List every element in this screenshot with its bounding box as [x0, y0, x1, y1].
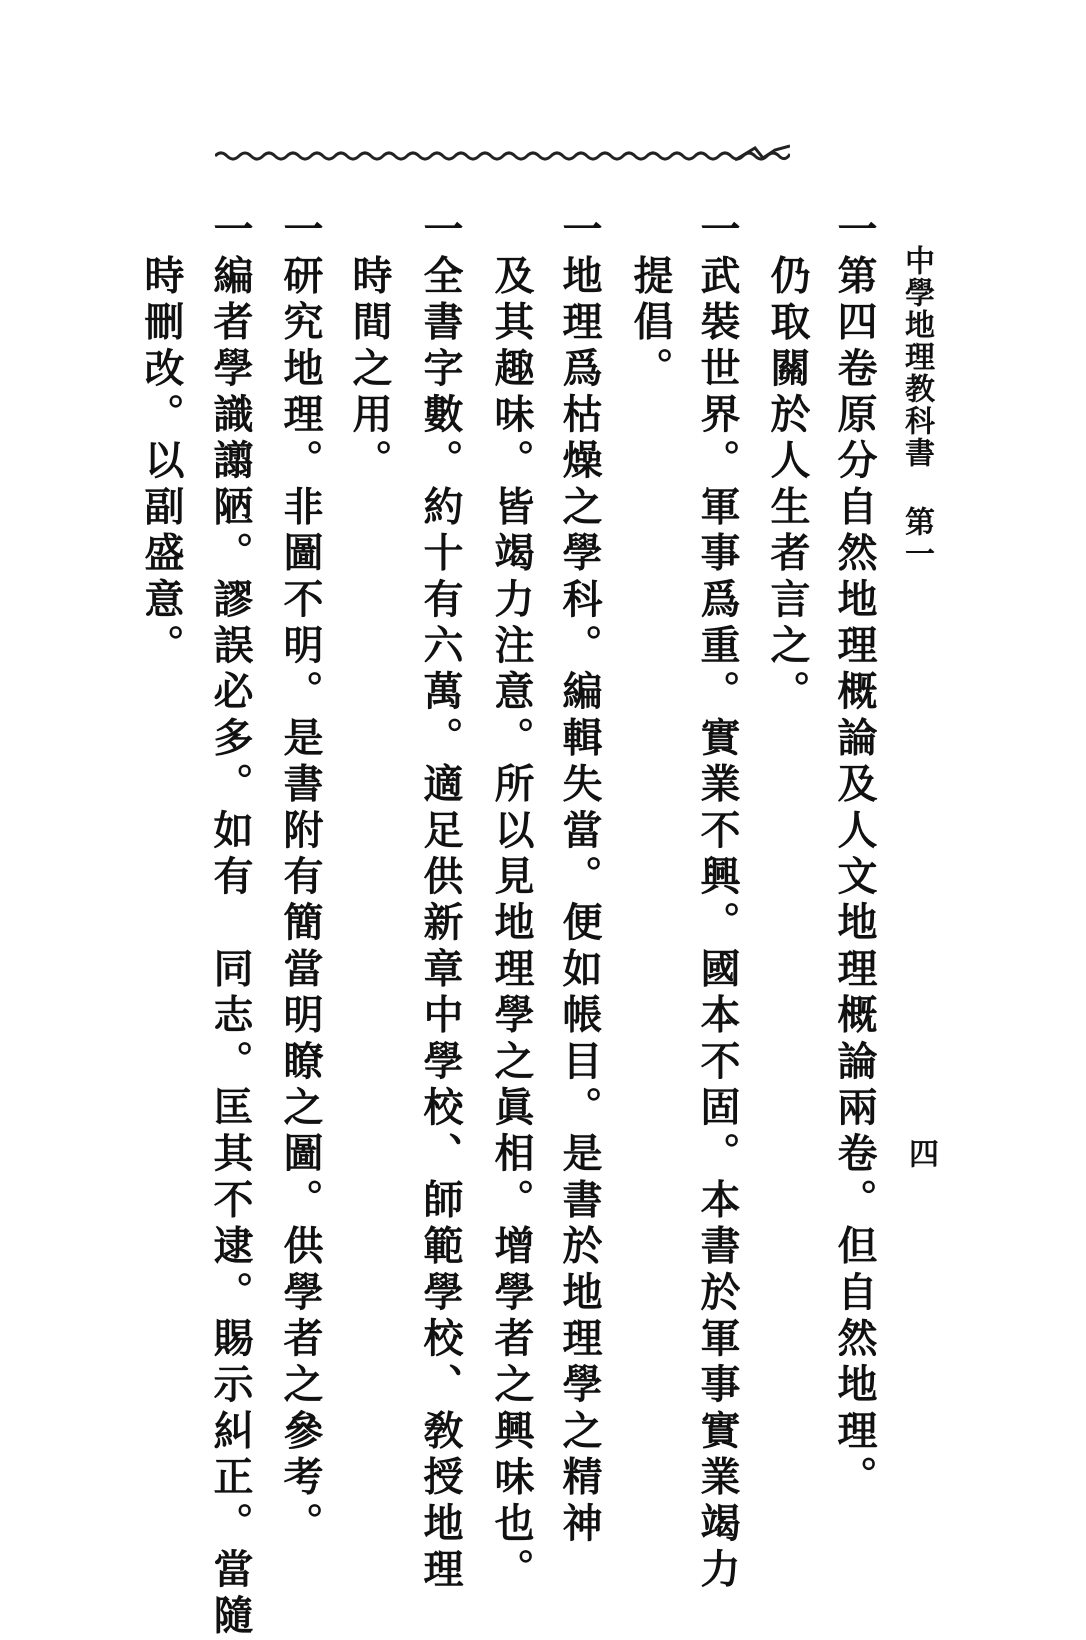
text-column-8: 時間之用。: [346, 208, 393, 486]
text-column-3: 一武裝世界。軍事爲重。實業不興。國本不固。本書於軍事實業竭力: [694, 208, 741, 1594]
text-column-6: 及其趣味。皆竭力注意。所以見地理學之眞相。增學者之興味也。: [488, 208, 535, 1594]
text-column-5: 一地理爲枯燥之學科。編輯失當。便如帳目。是書於地理學之精神: [556, 208, 603, 1548]
page-number: 四: [903, 1138, 938, 1170]
text-column-4: 提倡。: [627, 208, 674, 393]
text-column-11: 時刪改。以副盛意。: [138, 208, 185, 670]
decorative-wavy-rule: [215, 140, 790, 170]
text-column-2: 仍取關於人生者言之。: [764, 208, 811, 717]
running-title: 中學地理教科書 第一: [899, 245, 934, 570]
text-column-9: 一研究地理。非圖不明。是書附有簡當明瞭之圖。供學者之參考。: [277, 208, 324, 1548]
text-column-1: 一第四卷原分自然地理概論及人文地理概論兩卷。但自然地理。: [831, 208, 878, 1502]
text-column-7: 一全書字數。約十有六萬。適足供新章中學校、師範學校、敎授地理: [417, 208, 464, 1594]
text-column-10: 一編者學識譾陋。謬誤必多。如有 同志。匡其不逮。賜示糾正。當隨: [207, 208, 254, 1640]
